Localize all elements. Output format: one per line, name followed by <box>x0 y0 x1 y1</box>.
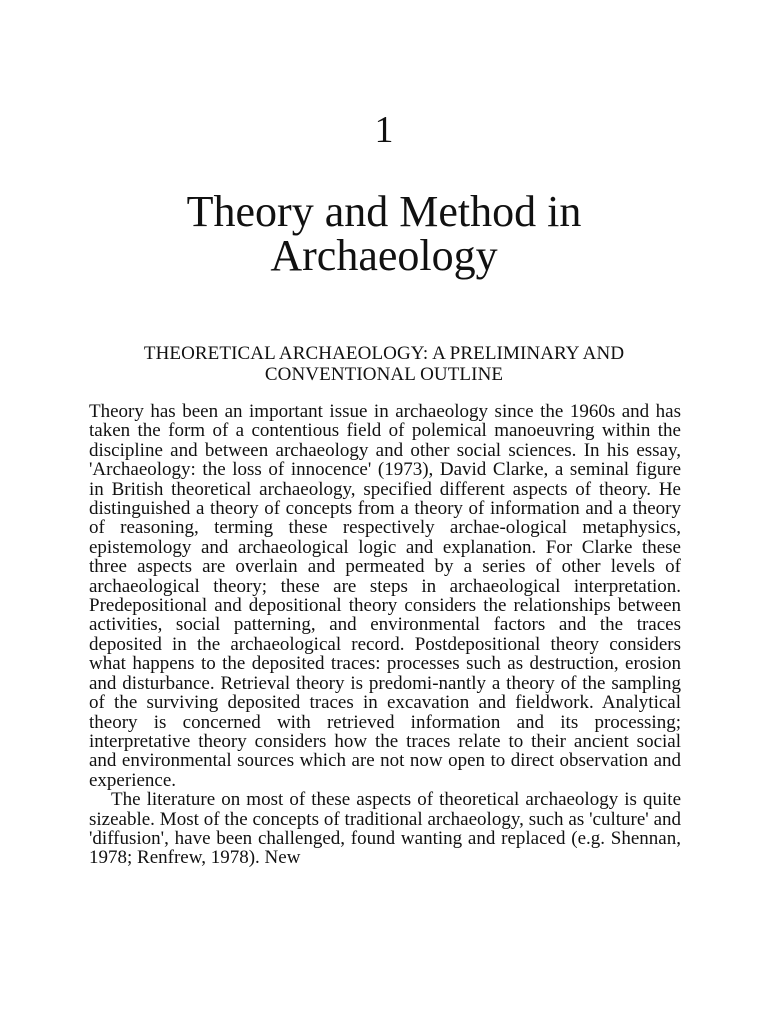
paragraph-1: Theory has been an important issue in archaeology since the 1960s and has taken the form of a contentious field of polemical manoeuvring within the discipline and between archaeology and other social sciences. In his essay, 'Archaeology: the loss of innocence' (1973), David Clarke, a seminal figure in British theoretical archaeology, specified different aspects of theory. He distinguished a theory of concepts from a theory of information and a theory of reasoning, terming these respectively archae-ological metaphysics, epistemology and archaeological logic and explanation. For Clarke these three aspects are overlain and permeated by a series of other levels of archaeological theory; these are steps in archaeological interpretation. Predepositional and depositional theory considers the relationships between activities, social patterning, and environmental factors and the traces deposited in the archaeological record. Postdepositional theory considers what happens to the deposited traces: processes such as destruction, erosion and disturbance. Retrieval theory is predomi-nantly a theory of the sampling of the surviving deposited traces in excavation and fieldwork. Analytical theory is concerned with retrieved information and its processing; interpretative theory considers how the traces relate to their ancient social and environmental sources which are not now open to direct observation and experience. <box>89 401 681 791</box>
paragraph-2: The literature on most of these aspects of theoretical archaeology is quite sizeable. Most of the concepts of traditional archaeology, such as 'culture' and 'diffusion', have been challenged, found wanting and replaced (e.g. Shennan, 1978; Renfrew, 1978). New <box>89 789 681 869</box>
chapter-title: Theory and Method in Archaeology <box>186 187 582 280</box>
body-text <box>89 402 681 868</box>
chapter-number: 1 <box>374 109 394 151</box>
section-heading: THEORETICAL ARCHAEOLOGY: A PRELIMINARY AND CONVENTIONAL OUTLINE <box>143 343 625 385</box>
